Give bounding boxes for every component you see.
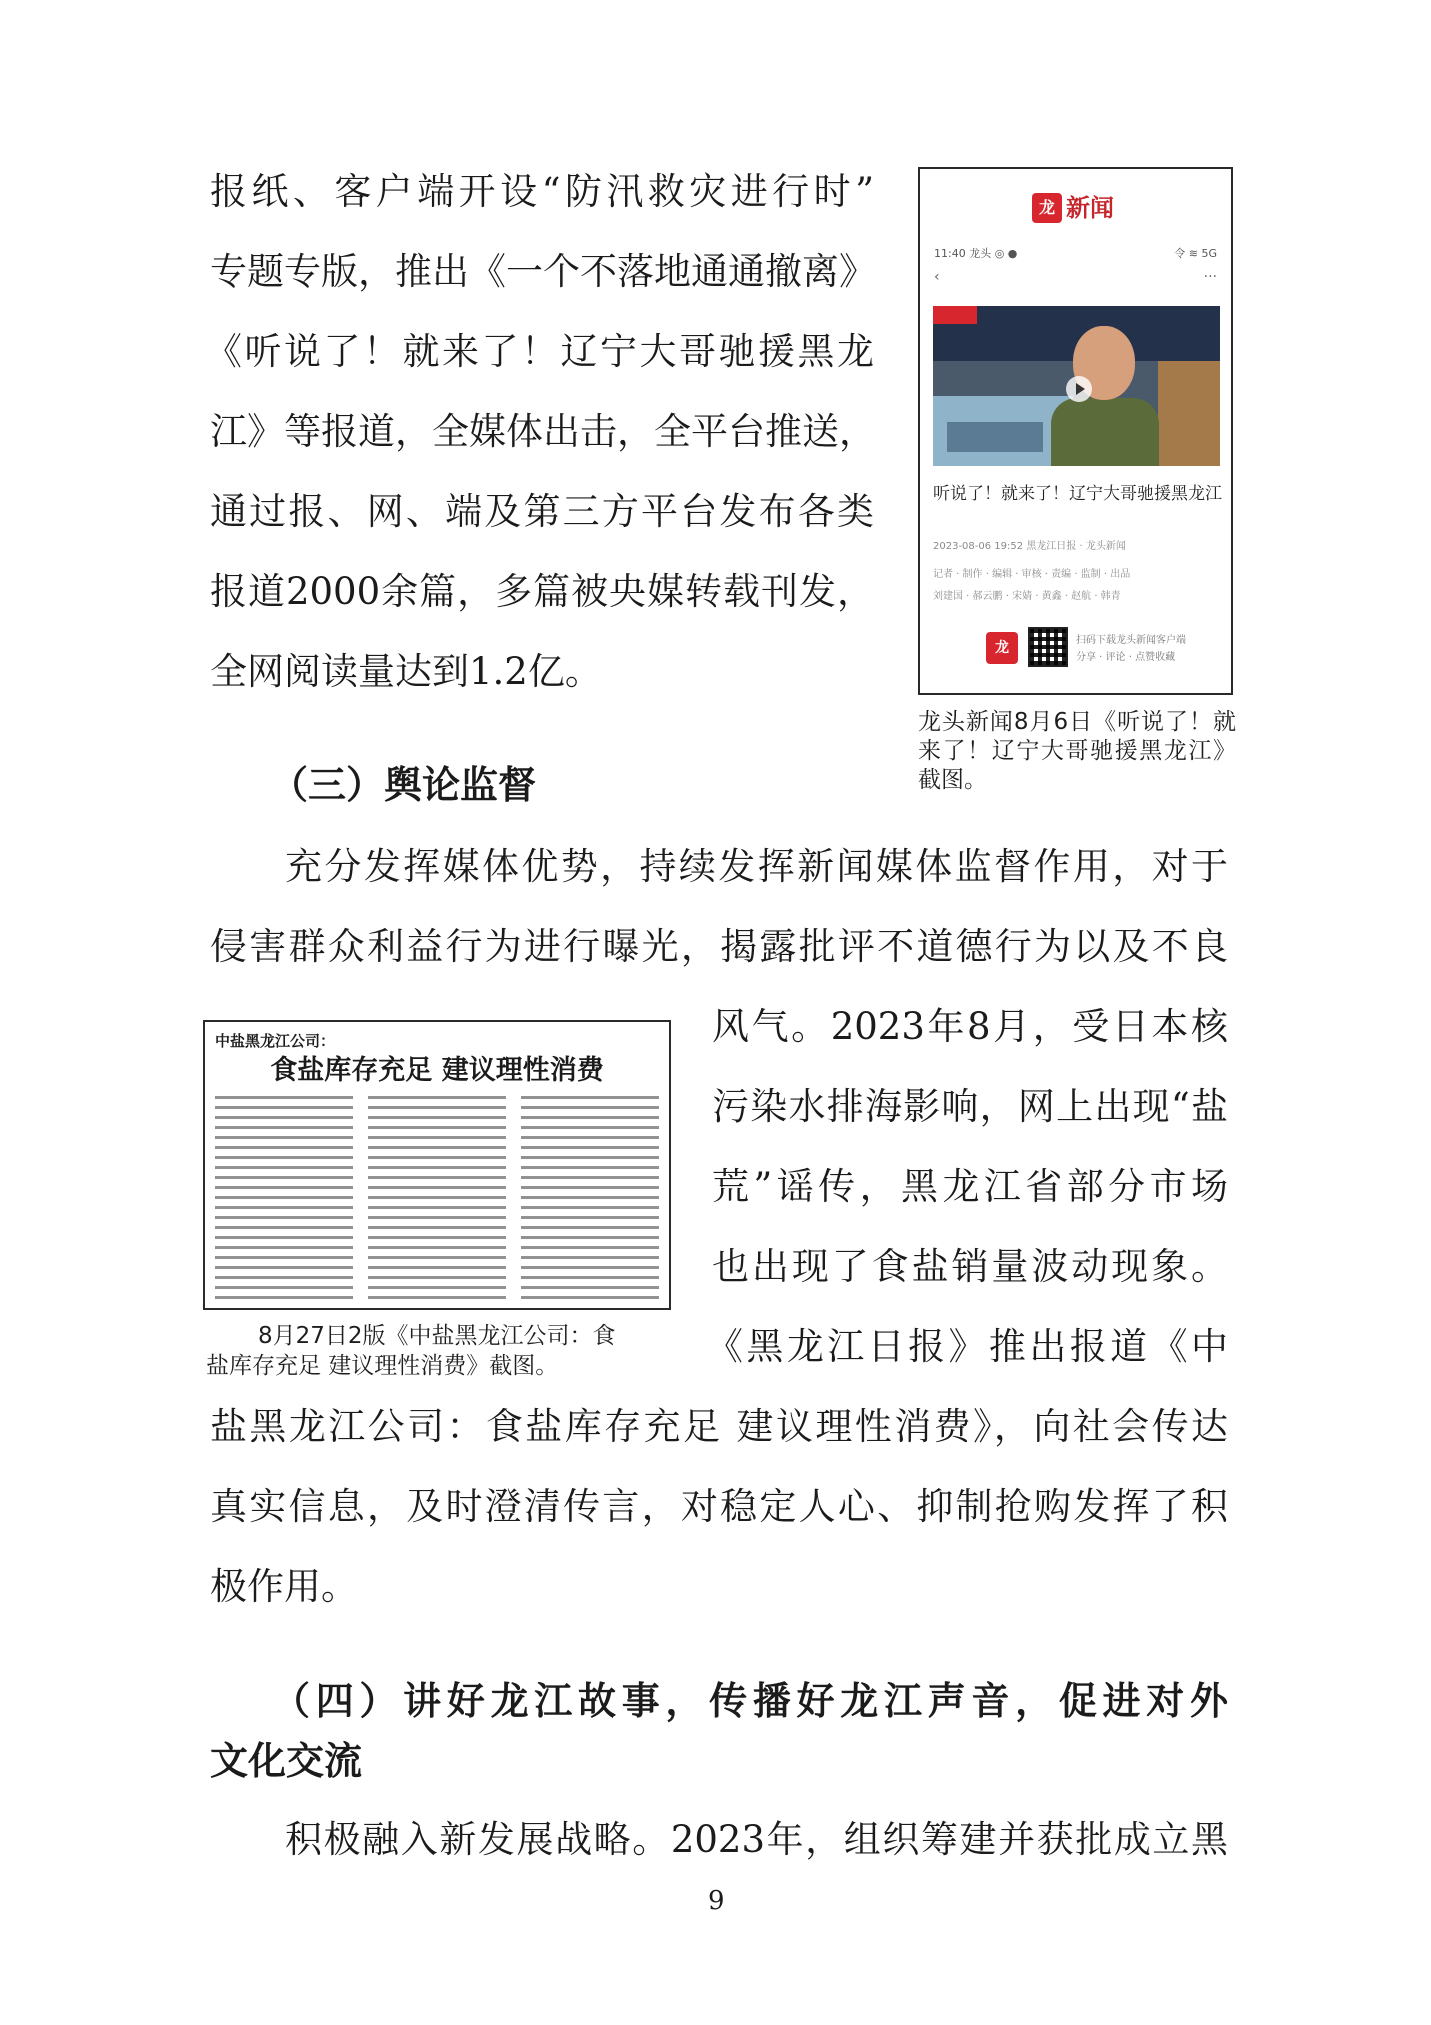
qr-code-icon: [1028, 627, 1068, 667]
paragraph-line: 《黑龙江日报》推出报道《中: [706, 1325, 1228, 1368]
supply-boxes: [1158, 361, 1220, 466]
video-subtitle-overlay: [947, 422, 1043, 452]
article-headline: 听说了！就来了！辽宁大哥驰援黑龙江: [933, 484, 1222, 504]
phone-status-right: 令 ≋ 5G: [1174, 247, 1217, 260]
figure-caption: 8月27日2版《中盐黑龙江公司：食: [258, 1323, 616, 1349]
article-credits: 刘建国 · 郝云鹏 · 宋婧 · 黄鑫 · 赵航 · 韩青: [933, 591, 1121, 602]
paragraph-line: 报纸、客户端开设“防汛救灾进行时”: [210, 170, 874, 213]
back-arrow-icon: ‹: [934, 269, 940, 285]
section-heading: （三）舆论监督: [270, 763, 537, 807]
article-meta: 2023-08-06 19:52 黑龙江日报 · 龙头新闻: [933, 541, 1126, 552]
paragraph-line: 报道2000余篇，多篇被央媒转载刊发，: [210, 570, 874, 613]
clipping-kicker: 中盐黑龙江公司：: [215, 1032, 336, 1050]
paragraph-line: 污染水排海影响，网上出现“盐: [712, 1085, 1228, 1128]
section-heading: （四）讲好龙江故事，传播好龙江声音，促进对外: [272, 1679, 1228, 1723]
paragraph-line: 通过报、网、端及第三方平台发布各类: [210, 490, 874, 533]
person-body: [1051, 398, 1159, 466]
paragraph-line: 荒”谣传，黑龙江省部分市场: [712, 1165, 1228, 1208]
clipping-column: [368, 1096, 506, 1302]
footer-text: 分享 · 评论 · 点赞收藏: [1076, 652, 1176, 663]
paragraph-line: 江》等报道，全媒体出击，全平台推送，: [210, 410, 876, 453]
phone-status-left: 11:40 龙头 ◎ ●: [934, 247, 1018, 260]
paragraph-line: 风气。2023年8月，受日本核: [712, 1005, 1228, 1048]
newspaper-clipping: [203, 1020, 671, 1310]
page-number: 9: [708, 1886, 725, 1916]
news-app-screenshot: [918, 167, 1233, 695]
paragraph-line: 全网阅读量达到1.2亿。: [210, 650, 602, 693]
article-credits: 记者 · 制作 · 编辑 · 审核 · 责编 · 监制 · 出品: [933, 569, 1131, 580]
footer-text: 扫码下载龙头新闻客户端: [1076, 635, 1186, 646]
video-thumbnail: [933, 306, 1220, 466]
clipping-title: 食盐库存充足 建议理性消费: [270, 1055, 604, 1086]
figure-caption: 盐库存充足 建议理性消费》截图。: [206, 1353, 559, 1379]
more-menu-icon: ···: [1203, 269, 1217, 285]
paragraph-line: 积极融入新发展战略。2023年，组织筹建并获批成立黑: [285, 1818, 1228, 1861]
paragraph-line: 侵害群众利益行为进行曝光，揭露批评不道德行为以及不良: [210, 925, 1228, 968]
app-logo-icon: 龙: [1032, 193, 1062, 223]
paragraph-line: 专题专版，推出《一个不落地通通撤离》: [210, 250, 876, 293]
section-heading: 文化交流: [210, 1739, 363, 1783]
footer-logo-icon: 龙: [986, 632, 1018, 664]
paragraph-line: 充分发挥媒体优势，持续发挥新闻媒体监督作用，对于: [285, 845, 1228, 888]
news-app-logo: [1032, 193, 1124, 223]
clipping-column: [215, 1096, 353, 1302]
clipping-column: [521, 1096, 659, 1302]
paragraph-line: 极作用。: [210, 1565, 358, 1608]
paragraph-line: 也出现了食盐销量波动现象。: [712, 1245, 1228, 1288]
play-icon: [1066, 376, 1092, 402]
paragraph-line: 盐黑龙江公司：食盐库存充足 建议理性消费》，向社会传达: [210, 1405, 1228, 1448]
video-logo-tag: [933, 306, 977, 324]
paragraph-line: 《听说了！就来了！辽宁大哥驰援黑龙: [205, 330, 874, 373]
paragraph-line: 真实信息，及时澄清传言，对稳定人心、抑制抢购发挥了积: [210, 1485, 1228, 1528]
clipping-body: [215, 1096, 659, 1302]
app-brand-text: 新闻: [1066, 194, 1114, 222]
figure-caption: 龙头新闻8月6日《听说了！就来了！辽宁大哥驰援黑龙江》截图。: [918, 709, 1236, 793]
